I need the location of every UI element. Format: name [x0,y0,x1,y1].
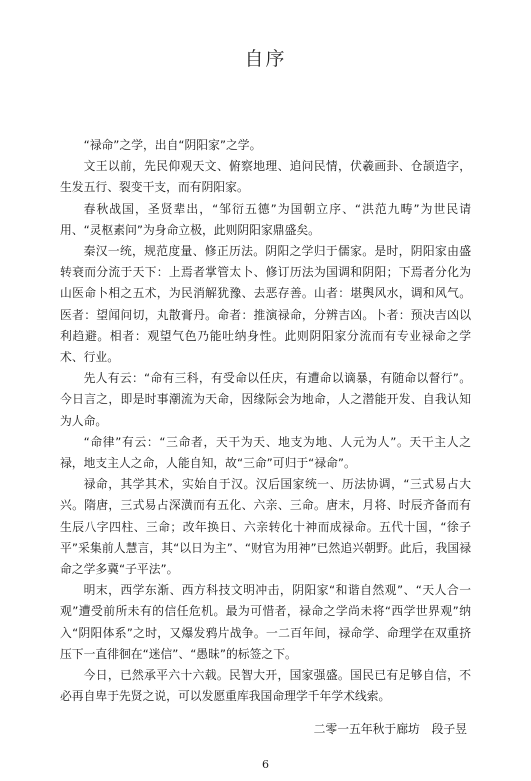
paragraph: 文王以前，先民仰观天文、俯察地理、追问民情，伏羲画卦、仓颉造字，生发五行、裂变干支，而有阴阳家。 [60,159,471,195]
paragraph: 先人有云：“命有三科，有受命以任庆，有遭命以谪暴，有随命以督行”。今日言之，即是时事潮流为天命，因缘际会为地命，人之潜能开发、自我认知为人命。 [60,371,471,428]
paragraph: “命律”有云：“三命者，天干为天、地支为地、人元为人”。天干主人之禄，地支主人之命，人能自知，故“三命”可归于“禄命”。 [60,434,471,471]
paragraph: 禄命，其学其术，实始自于汉。汉后国家统一、历法协调，“三式易占大兴。隋唐，三式易占深潢而有五化、六亲、三命。唐末，月将、时辰齐备而有生辰八字四柱、三命；改年换日、六亲转化十神而成禄命。五代十国，“徐子平”采集前人慧言，其“以日为主”、“财官为用神”已然追兴朝野。此后，我国禄命之学多冀“子平法”。 [60,477,471,577]
page-number: 6 [262,758,269,771]
paragraph: 明末，西学东渐、西方科技文明冲击，阴阳家“和谐自然观”、“天人合一观”遭受前所未有的信任危机。最为可惜者，禄命之学尚未将“西学世界观”纳入“阴阳体系”之时，又爆发鸦片战争。一二百年间，禄命学、命理学在双重挤压下一直徘徊在“迷信”、“愚昧”的标签之下。 [60,583,471,661]
paragraph: “禄命”之学，出自“阴阳家”之学。 [83,138,262,152]
paragraph: 秦汉一统，规范度量、修正历法。阴阳之学归于儒家。是时，阴阳家由盛转衰而分流于天下：上焉者掌管太卜、修订历法为国调和阴阳；下焉者分化为山医命卜相之五术，为民消解犹豫、去恶存善。山者：堪舆风水，调和风气。医者：望闻问切，丸散膏丹。命者：推演禄命，分辨吉凶。卜者：预决吉凶以利趋避。相者：观望气色乃能吐纳身性。此则阴阳家分流而有专业禄命之学术、行业。 [60,244,471,365]
paragraph: 今日，已然承平六十六载。民智大开，国家强盛。国民已有足够自信，不必再自卑于先贤之说，可以发愿重库我国命理学千年学术线索。 [60,668,471,704]
author-signature: 二零一五年秋于廊坊 段子昱 [313,722,467,736]
preface-body [60,135,471,707]
paragraph: 春秋战国，圣贤辈出，“邹衍五德”为国朝立序、“洪范九畴”为世民请用、“灵枢素问”为身命立极，此则阴阳家鼎盛矣。 [60,201,471,237]
page-title: 自序 [244,48,287,70]
